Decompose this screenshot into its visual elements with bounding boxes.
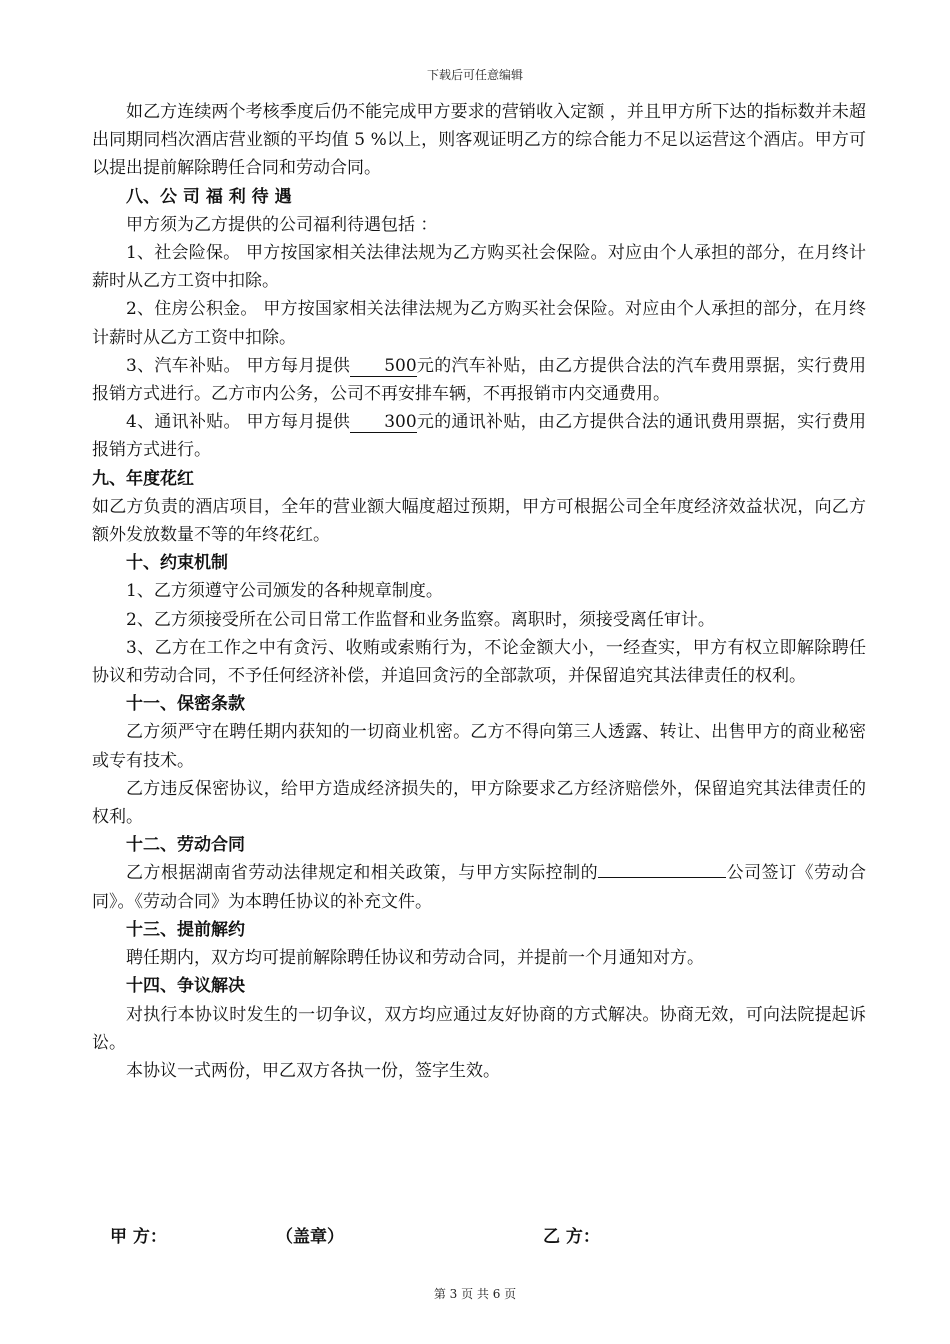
- section-title-dispute: 十四、争议解决: [126, 976, 245, 997]
- seal-label: （盖章）: [276, 1227, 344, 1247]
- paragraph-sales-quota: 如乙方连续两个考核季度后仍不能完成甲方要求的营销收入定额 ，并且甲方所下达的指标数并未超出同期同档次酒店营业额的平均值 5 %以上，则客观证明乙方的综合能力不足以运营这个酒店。甲方可以提出提前解除聘任合同和劳动合同。: [92, 102, 866, 179]
- welfare-item-phone-allowance: [92, 408, 866, 464]
- section-title-bonus: 九、年度花红: [92, 468, 194, 489]
- phone-allowance-text-a: 4、通讯补贴。 甲方每月提供: [126, 412, 351, 433]
- constraint-item-rules: 1、乙方须遵守公司颁发的各种规章制度。: [126, 581, 443, 602]
- welfare-item-social-insurance: 1、社会险保。 甲方按国家相关法律法规为乙方购买社会保险。对应由个人承担的部分，在月终计薪时从乙方工资中扣除。: [92, 243, 866, 292]
- labor-contract-text-a: 乙方根据湖南省劳动法律规定和相关政策，与甲方实际控制的: [126, 863, 599, 884]
- page-header: 下载后可任意编辑: [426, 68, 523, 82]
- phone-allowance-text-b: 元的通讯补贴，由乙方提供合法的通讯费用票据，实行费用报销方式进行。: [92, 412, 866, 461]
- confidentiality-paragraph-1: 乙方须严守在聘任期内获知的一切商业机密。乙方不得向第三人透露、转让、出售甲方的商业秘密或专有技术。: [92, 722, 866, 771]
- dispute-body: 对执行本协议时发生的一切争议，双方均应通过友好协商的方式解决。协商无效，可向法院提起诉讼。: [92, 1004, 866, 1053]
- party-b-label: 乙 方：: [543, 1227, 600, 1247]
- early-termination-body: 聘任期内，双方均可提前解除聘任协议和劳动合同，并提前一个月通知对方。: [126, 948, 704, 969]
- car-allowance-text-b: 元的汽车补贴，由乙方提供合法的汽车费用票据，实行费用报销方式进行。乙方市内公务，公司不再安排车辆，不再报销市内交通费用。: [92, 355, 866, 405]
- phone-allowance-amount: 300: [350, 412, 416, 433]
- bonus-body: 如乙方负责的酒店项目，全年的营业额大幅度超过预期，甲方可根据公司全年度经济效益状况，向乙方额外发放数量不等的年终花红。: [92, 496, 866, 546]
- welfare-intro: 甲方须为乙方提供的公司福利待遇包括 ：: [126, 214, 438, 235]
- section-title-labor-contract: 十二、劳动合同: [126, 835, 245, 856]
- labor-contract-text-b: 公司签订《劳动合同》。《劳动合同》为本聘任协议的补充文件。: [92, 863, 867, 912]
- document-body: [92, 98, 866, 1085]
- signature-block: [0, 1222, 950, 1252]
- constraint-item-corruption: 3、乙方在工作之中有贪污、收贿或索贿行为，不论金额大小，一经查实，甲方有权立即解除聘任协议和劳动合同，不予任何经济补偿，并追回贪污的全部款项，并保留追究其法律责任的权利。: [92, 637, 866, 687]
- page-footer: 第 3 页 共 6 页: [433, 1287, 517, 1301]
- section-title-early-termination: 十三、提前解约: [126, 919, 245, 940]
- confidentiality-paragraph-2: 乙方违反保密协议，给甲方造成经济损失的，甲方除要求乙方经济赔偿外，保留追究其法律责任的权利。: [92, 778, 866, 828]
- section-title-confidentiality: 十一、保密条款: [126, 694, 245, 715]
- section-title-welfare: 八、公 司 福 利 待 遇: [126, 186, 292, 207]
- car-allowance-amount: 500: [350, 356, 416, 377]
- welfare-item-car-allowance: [92, 352, 866, 408]
- section-title-constraints: 十、约束机制: [126, 553, 228, 574]
- company-name-blank: [598, 859, 726, 878]
- party-a-label: 甲 方：: [110, 1227, 167, 1247]
- welfare-item-housing-fund: 2、住房公积金。 甲方按国家相关法律法规为乙方购买社会保险。对应由个人承担的部分，在月终计薪时从乙方工资中扣除。: [92, 299, 866, 348]
- closing-statement: 本协议一式两份，甲乙双方各执一份，签字生效。: [126, 1060, 500, 1081]
- car-allowance-text-a: 3、汽车补贴。 甲方每月提供: [126, 355, 351, 376]
- constraint-item-supervision: 2、乙方须接受所在公司日常工作监督和业务监察。离职时，须接受离任审计。: [126, 609, 715, 630]
- labor-contract-body: [92, 859, 866, 915]
